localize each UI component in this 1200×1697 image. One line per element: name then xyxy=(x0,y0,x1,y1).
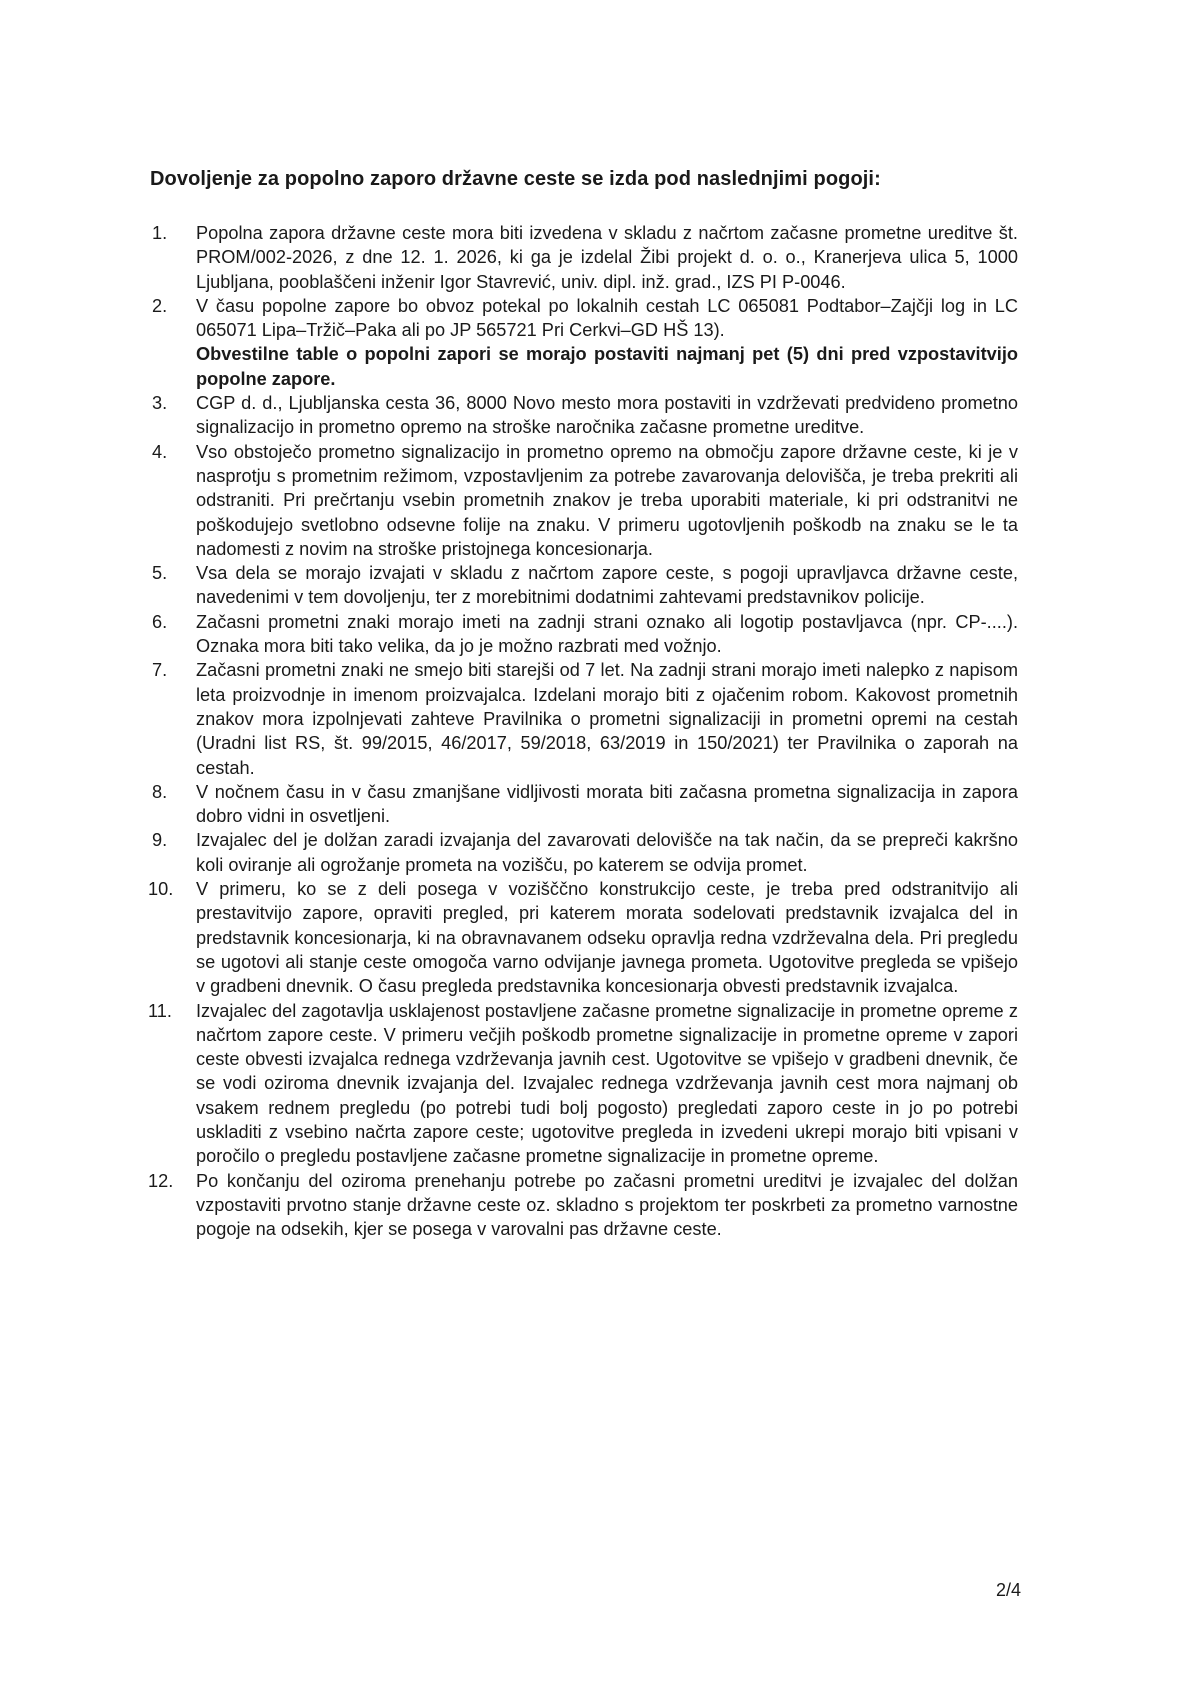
condition-item-8 xyxy=(150,780,1018,829)
condition-item-3 xyxy=(150,391,1018,440)
item-number: 12. xyxy=(148,1170,174,1191)
item-text: Začasni prometni znaki ne smejo biti starejši od 7 let. Na zadnji strani morajo imeti nalepko z napisom leta proizvodnje in imenom proizvajalca. Izdelani morajo biti z ojačenim robom. Kakovost prometnih znakov mora izpolnjevati zahteve Pravilnika o prometni signalizaciji in prometni opremi na cestah (Uradni list RS, št. 99/2015, 46/2017, 59/2018, 63/2019 in 150/2021) ter Pravilnika o zaporah na cestah. xyxy=(196,660,1018,778)
condition-item-2 xyxy=(150,294,1018,391)
item-number: 7. xyxy=(152,660,168,681)
item-number: 5. xyxy=(152,563,168,584)
item-number: 6. xyxy=(152,611,168,632)
condition-item-6 xyxy=(150,610,1018,659)
item-bold-text: Obvestilne table o popolni zapori se morajo postaviti najmanj pet (5) dni pred vzpostavitvijo popolne zapore. xyxy=(196,344,1018,389)
condition-item-5 xyxy=(150,561,1018,610)
item-number: 11. xyxy=(148,1000,172,1021)
item-text: Izvajalec del zagotavlja usklajenost postavljene začasne prometne signalizacije in prometne opreme z načrtom zapore ceste. V primeru večjih poškodb prometne signalizacije in prometne opreme v zapori ceste obvesti izvajalca rednega vzdrževanja javnih cest. Ugotovitve se vpišejo v gradbeni dnevnik, če se vodi oziroma dnevnik izvajanja del. Izvajalec rednega vzdrževanja javnih cest mora najmanj ob vsakem rednem pregledu (po potrebi tudi bolj pogosto) pregledati zaporo ceste in jo po potrebi uskladiti z vsebino načrta zapore ceste; ugotovitve pregleda in izvedeni ukrepi morajo biti vpisani v poročilo o pregledu postavljene začasne prometne signalizacije in prometne opreme. xyxy=(196,1000,1018,1167)
item-text: Izvajalec del je dolžan zaradi izvajanja del zavarovati delovišče na tak način, da se prepreči kakršno koli oviranje ali ogrožanje prometa na vozišču, po katerem se odvija promet. xyxy=(196,830,1018,875)
item-number: 10. xyxy=(148,879,174,900)
condition-item-1 xyxy=(150,221,1018,294)
item-number: 8. xyxy=(152,781,168,802)
item-text: Vsa dela se morajo izvajati v skladu z načrtom zapore ceste, s pogoji upravljavca državne ceste, navedenimi v tem dovoljenju, ter z morebitnimi dodatnimi zahtevami predstavnikov policije. xyxy=(196,563,1018,608)
condition-item-7 xyxy=(150,658,1018,779)
condition-item-11 xyxy=(150,999,1018,1169)
condition-item-4 xyxy=(150,440,1018,561)
item-number: 3. xyxy=(152,393,168,414)
conditions-list xyxy=(150,221,1018,1241)
item-number: 9. xyxy=(152,830,168,851)
page-number: 2/4 xyxy=(996,1580,1022,1600)
item-number: 1. xyxy=(152,223,168,243)
item-text: Po končanju del oziroma prenehanju potrebe po začasni prometni ureditvi je izvajalec del dolžan vzpostaviti prvotno stanje državne ceste oz. skladno s projektom ter poskrbeti za prometno varnostne pogoje na odsekih, kjer se posega v varovalni pas državne ceste. xyxy=(196,1170,1018,1240)
item-number: 4. xyxy=(152,441,168,462)
item-text: Popolna zapora državne ceste mora biti izvedena v skladu z načrtom začasne prometne ureditve št. PROM/002-2026, z dne 12. 1. 2026, ki ga je izdelal Žibi projekt d. o. o., Kranerjeva ulica 5, 1000 Ljubljana, pooblaščeni inženir Igor Stavrević, univ. dipl. inž. grad., IZS PI P-0046. xyxy=(196,223,1018,292)
condition-item-9 xyxy=(150,828,1018,877)
item-text: Vso obstoječo prometno signalizacijo in prometno opremo na območju zapore državne ceste, ki je v nasprotju s prometnim režimom, vzpostavljenim za potrebe zavarovanja delovišča, je treba prekriti ali odstraniti. Pri prečrtanju vsebin prometnih znakov je treba uporabiti materiale, ki pri odstranitvi ne poškodujejo svetlobno odsevne folije na znaku. V primeru ugotovljenih poškodb na znaku se le ta nadomesti z novim na stroške pristojnega koncesionarja. xyxy=(196,441,1018,559)
item-text: V času popolne zapore bo obvoz potekal po lokalnih cestah LC 065081 Podtabor–Zajčji log in LC 065071 Lipa–Tržič–Paka ali po JP 565721 Pri Cerkvi–GD HŠ 13). xyxy=(196,295,1018,341)
item-text: V nočnem času in v času zmanjšane vidljivosti morata biti začasna prometna signalizacija in zapora dobro vidni in osvetljeni. xyxy=(196,781,1018,827)
item-text: CGP d. d., Ljubljanska cesta 36, 8000 Novo mesto mora postaviti in vzdrževati predvideno prometno signalizacijo in prometno opremo na stroške naročnika začasne prometne ureditve. xyxy=(196,393,1018,438)
item-text: V primeru, ko se z deli posega v vozišččno konstrukcijo ceste, je treba pred odstranitvijo ali prestavitvijo zapore, opraviti pregled, pri katerem morata sodelovati predstavnik izvajalca del in predstavnik koncesionarja, ki na obravnavanem odseku opravlja redna vzdrževalna dela. Pri pregledu se ugotovi ali stanje ceste omogoča varno odvijanje javnega prometa. Ugotovitve pregleda se vpišejo v gradbeni dnevnik. O času pregleda predstavnika koncesionarja obvesti predstavnik izvajalca. xyxy=(196,879,1018,997)
condition-item-10 xyxy=(150,877,1018,998)
item-text: Začasni prometni znaki morajo imeti na zadnji strani oznako ali logotip postavljavca (npr. CP-....). Oznaka mora biti tako velika, da jo je možno razbrati med vožnjo. xyxy=(196,611,1018,657)
item-number: 2. xyxy=(152,295,168,316)
document-heading: Dovoljenje za popolno zaporo državne ceste se izda pod naslednjimi pogoji: xyxy=(150,168,881,190)
condition-item-12 xyxy=(150,1169,1018,1242)
